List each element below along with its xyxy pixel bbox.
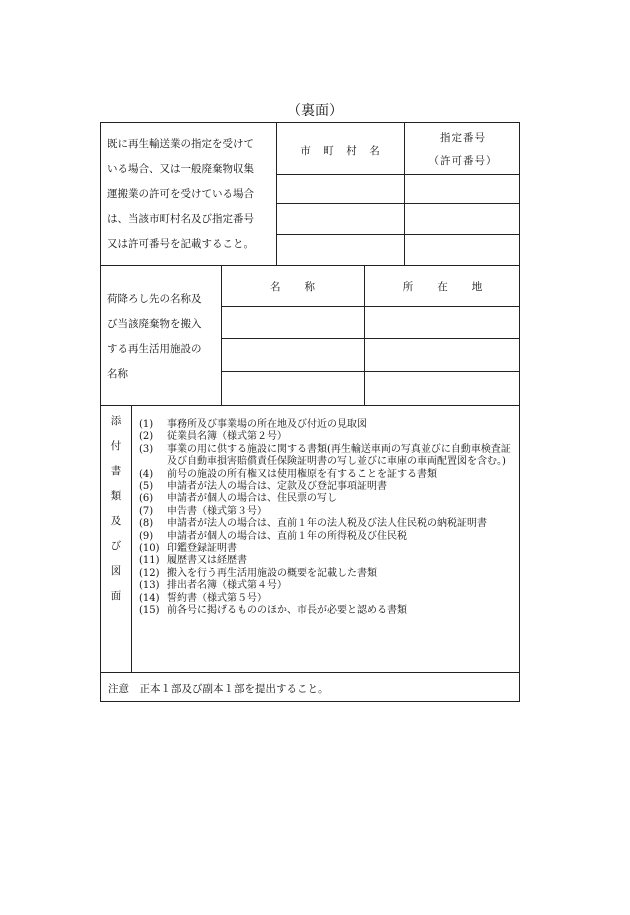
attachments-label-char-5: 及 [110, 515, 122, 527]
attachment-list [139, 419, 517, 618]
facility-location-input-1[interactable] [365, 307, 520, 338]
attachments-label-char-1: 添 [110, 415, 122, 427]
list-item: (14) 誓約書（様式第５号） [139, 592, 267, 604]
list-item: (1) 事務所及び事業場の所在地及び付近の見取図 [139, 419, 367, 430]
list-item: (2) 従業員名簿（様式第２号） [139, 431, 287, 443]
facility-name-column-header: 名 称 [270, 281, 316, 293]
license-label-line-3: 運搬業の許可を受けている場合 [107, 188, 254, 200]
facility-label-line-1: 荷降ろし先の名称及 [107, 293, 202, 305]
attachments-section [101, 405, 521, 672]
facility-location-input-2[interactable] [365, 339, 520, 371]
attachments-label-char-6: び [110, 540, 122, 552]
number-column-header-line-1: 指定番号 [440, 132, 486, 144]
license-label-line-4: は、当該市町村名及び指定番号 [107, 213, 254, 225]
list-item: (10) 印鑑登録証明書 [139, 543, 237, 555]
license-label-line-1: 既に再生輸送業の指定を受けて [107, 138, 254, 150]
list-item: (13) 排出者名簿（様式第４号） [139, 580, 287, 592]
attachments-label-char-7: 図 [110, 565, 122, 577]
attachments-label-char-3: 書 [110, 465, 122, 477]
municipality-input-2[interactable] [277, 204, 404, 234]
attachments-label-char-4: 類 [110, 490, 122, 502]
list-item: (7) 申告書（様式第３号） [139, 505, 267, 517]
attachments-label-char-2: 付 [110, 440, 122, 452]
facility-label-line-2: び当該廃棄物を搬入 [107, 318, 202, 330]
list-item: (12) 搬入を行う再生活用施設の概要を記載した書類 [139, 567, 377, 579]
facility-location-column-header: 所 在 地 [402, 281, 484, 293]
list-item: (11) 履歴書又は経歴書 [139, 555, 247, 567]
list-item: (6) 申請者が個人の場合は、住民票の写し [139, 493, 337, 505]
number-column-header-line-2: （許可番号） [428, 155, 498, 167]
submission-note: 注意 正本１部及び副本１部を提出すること。 [108, 683, 329, 695]
number-input-2[interactable] [405, 204, 520, 234]
municipality-column-header: 市 町 村 名 [300, 145, 381, 157]
license-label-line-5: 又は許可番号を記載すること。 [107, 238, 254, 250]
list-item: (4) 前号の施設の所有権又は使用権原を有することを証する書類 [139, 468, 437, 480]
list-item: (15) 前各号に掲げるもののほか、市長が必要と認める書類 [139, 605, 407, 617]
number-input-1[interactable] [405, 175, 520, 203]
list-item: (5) 申請者が法人の場合は、定款及び登記事項証明書 [139, 481, 387, 493]
municipality-input-1[interactable] [277, 175, 404, 203]
number-input-3[interactable] [405, 235, 520, 265]
facility-label-line-3: する再生活用施設の [107, 343, 202, 355]
facility-label-line-4: 名称 [107, 368, 128, 380]
facility-name-input-1[interactable] [222, 307, 364, 338]
attachments-label-char-8: 面 [110, 590, 122, 602]
application-form-back [100, 122, 520, 702]
page-heading: （裏面） [287, 103, 343, 119]
license-label-line-2: いる場合、又は一般廃棄物収集 [107, 163, 254, 175]
list-item: (3) 事業の用に供する施設に関する書類(再生輸送車両の写真並びに自動車検査証及び自動車損害賠償責任保険証明書の写し並びに車庫の車両配置図を含む。) [139, 443, 511, 468]
license-label-cell [101, 123, 276, 265]
attachments-label [101, 409, 131, 609]
facility-name-input-3[interactable] [222, 372, 364, 405]
facility-name-input-2[interactable] [222, 339, 364, 371]
list-item: (8) 申請者が法人の場合は、直前１年の法人税及び法人住民税の納税証明書 [139, 518, 487, 530]
facility-label-cell [101, 265, 221, 405]
municipality-input-3[interactable] [277, 235, 404, 265]
list-item: (9) 申請者が個人の場合は、直前１年の所得税及び住民税 [139, 530, 407, 542]
facility-location-input-3[interactable] [365, 372, 520, 405]
